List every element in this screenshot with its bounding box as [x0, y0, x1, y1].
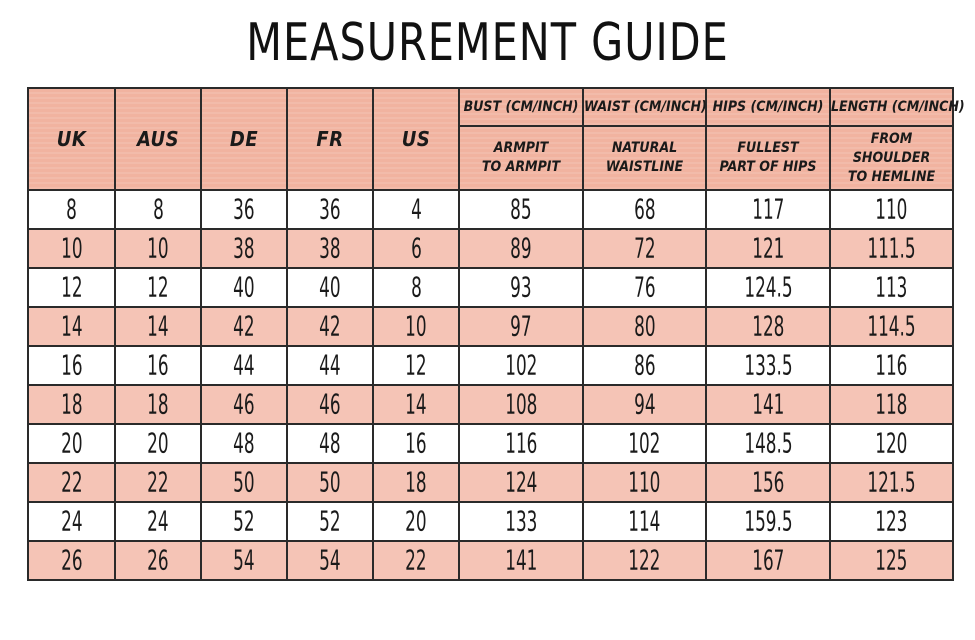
- hips-description: [706, 126, 830, 190]
- table-cell: 48: [287, 424, 373, 463]
- table-cell: 121.5: [830, 463, 953, 502]
- table-cell: 114: [583, 502, 706, 541]
- table-cell: 12: [28, 268, 115, 307]
- waist-description-line1: NATURAL: [611, 140, 678, 156]
- page-title: MEASUREMENT GUIDE: [246, 12, 729, 73]
- table-cell: 121: [706, 229, 830, 268]
- table-cell: 133.5: [706, 346, 830, 385]
- waist-description-line2: WAISTLINE: [605, 159, 684, 175]
- bust-description-line2: TO ARMPIT: [481, 159, 561, 175]
- table-cell: 44: [287, 346, 373, 385]
- table-cell: 18: [28, 385, 115, 424]
- table-cell: 102: [459, 346, 583, 385]
- table-body: [28, 190, 953, 580]
- table-cell: 123: [830, 502, 953, 541]
- table-cell: 38: [201, 229, 287, 268]
- table-cell: 54: [201, 541, 287, 580]
- table-cell: 14: [28, 307, 115, 346]
- table-cell: 72: [583, 229, 706, 268]
- table-cell: 102: [583, 424, 706, 463]
- table-cell: 122: [583, 541, 706, 580]
- table-cell: 24: [115, 502, 201, 541]
- table-cell: 141: [706, 385, 830, 424]
- table-cell: 26: [28, 541, 115, 580]
- column-header-de: DE: [201, 88, 287, 190]
- table-header: [28, 88, 965, 190]
- table-cell: 89: [459, 229, 583, 268]
- table-cell: 68: [583, 190, 706, 229]
- length-description: [830, 126, 953, 190]
- table-cell: 20: [28, 424, 115, 463]
- table-cell: 36: [201, 190, 287, 229]
- table-row: [28, 346, 953, 385]
- hips-description-line2: PART OF HIPS: [719, 159, 817, 175]
- table-cell: 24: [28, 502, 115, 541]
- table-cell: 16: [28, 346, 115, 385]
- table-cell: 52: [287, 502, 373, 541]
- column-header-bust: BUST (CM/INCH): [459, 88, 583, 126]
- column-header-waist: WAIST (CM/INCH): [583, 88, 706, 126]
- table-cell: 85: [459, 190, 583, 229]
- table-cell: 86: [583, 346, 706, 385]
- table-cell: 22: [115, 463, 201, 502]
- table-cell: 18: [115, 385, 201, 424]
- table-cell: 18: [373, 463, 459, 502]
- table-cell: 167: [706, 541, 830, 580]
- length-description-line1: FROM SHOULDER: [852, 130, 931, 166]
- bust-description-line1: ARMPIT: [493, 140, 549, 156]
- table-cell: 10: [115, 229, 201, 268]
- table-cell: 42: [201, 307, 287, 346]
- table-row: [28, 229, 953, 268]
- table-cell: 93: [459, 268, 583, 307]
- table-cell: 12: [373, 346, 459, 385]
- table-cell: 6: [373, 229, 459, 268]
- table-cell: 52: [201, 502, 287, 541]
- table-cell: 36: [287, 190, 373, 229]
- table-row: [28, 463, 953, 502]
- table-cell: 114.5: [830, 307, 953, 346]
- table-cell: 94: [583, 385, 706, 424]
- table-cell: 10: [373, 307, 459, 346]
- column-header-length: LENGTH (CM/INCH): [830, 88, 953, 126]
- table-cell: 20: [373, 502, 459, 541]
- table-cell: 20: [115, 424, 201, 463]
- table-cell: 133: [459, 502, 583, 541]
- table-cell: 16: [115, 346, 201, 385]
- table-cell: 148.5: [706, 424, 830, 463]
- table-cell: 116: [459, 424, 583, 463]
- table-row: [28, 541, 953, 580]
- table-cell: 141: [459, 541, 583, 580]
- table-cell: 124: [459, 463, 583, 502]
- table-cell: 156: [706, 463, 830, 502]
- table-cell: 4: [373, 190, 459, 229]
- table-cell: 118: [830, 385, 953, 424]
- bust-description: [459, 126, 583, 190]
- column-header-us: US: [373, 88, 459, 190]
- table-cell: 110: [583, 463, 706, 502]
- table-cell: 46: [201, 385, 287, 424]
- table-cell: 80: [583, 307, 706, 346]
- table-cell: 44: [201, 346, 287, 385]
- table-cell: 8: [115, 190, 201, 229]
- table-row: [28, 502, 953, 541]
- table-cell: 40: [201, 268, 287, 307]
- table-cell: 10: [28, 229, 115, 268]
- table-cell: 159.5: [706, 502, 830, 541]
- column-header-hips: HIPS (CM/INCH): [706, 88, 830, 126]
- length-description-line2: TO HEMLINE: [847, 168, 936, 185]
- table-cell: 128: [706, 307, 830, 346]
- table-cell: 124.5: [706, 268, 830, 307]
- table-cell: 8: [373, 268, 459, 307]
- table-cell: 22: [373, 541, 459, 580]
- table-cell: 111.5: [830, 229, 953, 268]
- table-cell: 116: [830, 346, 953, 385]
- table-cell: 14: [115, 307, 201, 346]
- table-cell: 50: [287, 463, 373, 502]
- table-cell: 54: [287, 541, 373, 580]
- table-row: [28, 190, 953, 229]
- table-cell: 125: [830, 541, 953, 580]
- table-cell: 97: [459, 307, 583, 346]
- table-cell: 117: [706, 190, 830, 229]
- table-cell: 76: [583, 268, 706, 307]
- table-cell: 42: [287, 307, 373, 346]
- size-chart-table: [27, 87, 965, 581]
- table-cell: 46: [287, 385, 373, 424]
- table-cell: 8: [28, 190, 115, 229]
- waist-description: [583, 126, 706, 190]
- table-cell: 113: [830, 268, 953, 307]
- column-header-uk: UK: [28, 88, 115, 190]
- column-header-fr: FR: [287, 88, 373, 190]
- table-cell: 26: [115, 541, 201, 580]
- table-cell: 50: [201, 463, 287, 502]
- table-cell: 108: [459, 385, 583, 424]
- table-cell: 110: [830, 190, 953, 229]
- column-header-aus: AUS: [115, 88, 201, 190]
- table-cell: 40: [287, 268, 373, 307]
- table-row: [28, 307, 953, 346]
- table-cell: 120: [830, 424, 953, 463]
- table-row: [28, 424, 953, 463]
- table-cell: 14: [373, 385, 459, 424]
- table-cell: 38: [287, 229, 373, 268]
- table-cell: 48: [201, 424, 287, 463]
- table-cell: 22: [28, 463, 115, 502]
- table-row: [28, 268, 953, 307]
- table-cell: 16: [373, 424, 459, 463]
- table-row: [28, 385, 953, 424]
- table-cell: 12: [115, 268, 201, 307]
- hips-description-line1: FULLEST: [737, 140, 799, 156]
